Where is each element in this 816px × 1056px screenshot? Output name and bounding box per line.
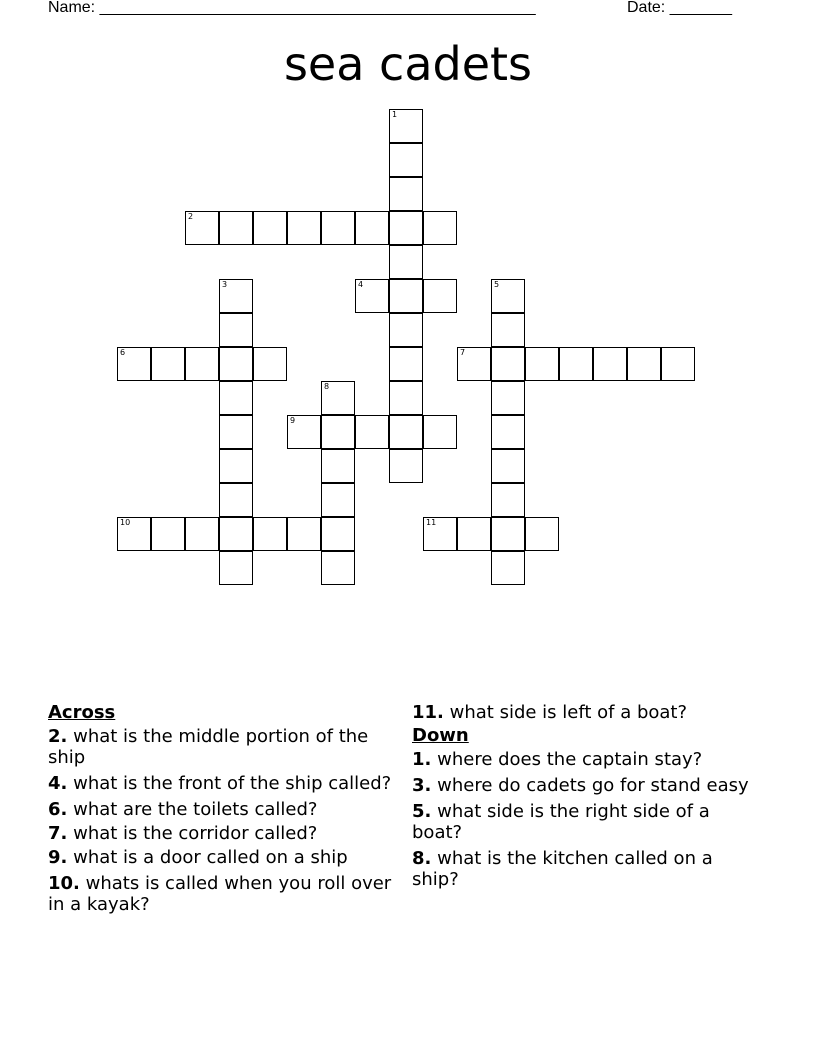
grid-cell[interactable]: [389, 313, 423, 347]
clue-across-7: 7. what is the corridor called?: [48, 823, 318, 844]
grid-cell[interactable]: [491, 449, 525, 483]
cell-number: 2: [188, 212, 194, 221]
grid-cell[interactable]: [423, 517, 457, 551]
clues-left-column: [48, 702, 393, 920]
clue-across-6: 6. what are the toilets called?: [48, 799, 318, 820]
grid-cell[interactable]: [389, 381, 423, 415]
cell-number: 5: [494, 280, 500, 289]
grid-cell[interactable]: [457, 347, 491, 381]
grid-cell[interactable]: [491, 279, 525, 313]
grid-cell[interactable]: [559, 347, 593, 381]
across-heading: Across: [48, 702, 116, 723]
grid-cell[interactable]: [117, 517, 151, 551]
grid-cell[interactable]: [219, 449, 253, 483]
grid-cell[interactable]: [491, 551, 525, 585]
grid-cell[interactable]: [321, 449, 355, 483]
page-title: sea cadets: [283, 37, 533, 91]
grid-cell[interactable]: [219, 381, 253, 415]
grid-cell[interactable]: [491, 313, 525, 347]
cell-number: 4: [358, 280, 364, 289]
grid-cell[interactable]: [253, 517, 287, 551]
grid-cell[interactable]: [423, 415, 457, 449]
grid-cell[interactable]: [389, 177, 423, 211]
cell-number: 11: [426, 518, 437, 527]
grid-cell[interactable]: [321, 483, 355, 517]
grid-cell[interactable]: [185, 517, 219, 551]
grid-cell[interactable]: [219, 279, 253, 313]
grid-cell[interactable]: [185, 211, 219, 245]
grid-cell[interactable]: [219, 483, 253, 517]
grid-cell[interactable]: [389, 449, 423, 483]
grid-cell[interactable]: [321, 211, 355, 245]
grid-cell[interactable]: [321, 517, 355, 551]
grid-cell[interactable]: [287, 517, 321, 551]
cell-number: 10: [120, 518, 131, 527]
cell-number: 9: [290, 416, 296, 425]
cell-number: 8: [324, 382, 330, 391]
grid-cell[interactable]: [117, 347, 151, 381]
grid-cell[interactable]: [389, 245, 423, 279]
grid-cell[interactable]: [219, 551, 253, 585]
grid-cell[interactable]: [253, 211, 287, 245]
clue-down-8: 8. what is the kitchen called on a ship?: [412, 848, 713, 890]
grid-cell[interactable]: [389, 279, 423, 313]
cell-number: 7: [460, 348, 466, 357]
clue-across-10: 10. whats is called when you roll over in a kayak?: [48, 873, 392, 915]
grid-cell[interactable]: [423, 279, 457, 313]
grid-cell[interactable]: [491, 415, 525, 449]
grid-cell[interactable]: [151, 347, 185, 381]
cell-number: 1: [392, 110, 398, 119]
grid-cell[interactable]: [423, 211, 457, 245]
clue-across-4: 4. what is the front of the ship called?: [48, 773, 392, 794]
grid-cell[interactable]: [321, 415, 355, 449]
clue-down-5: 5. what side is the right side of a boat?: [412, 801, 710, 843]
grid-cell[interactable]: [389, 415, 423, 449]
grid-cell[interactable]: [525, 347, 559, 381]
grid-cell[interactable]: [355, 279, 389, 313]
cell-number: 6: [120, 348, 126, 357]
grid-cell[interactable]: [185, 347, 219, 381]
grid-cell[interactable]: [287, 415, 321, 449]
grid-cell[interactable]: [219, 313, 253, 347]
grid-cell[interactable]: [389, 211, 423, 245]
date-field-label: Date: _______: [627, 0, 732, 16]
grid-cell[interactable]: [525, 517, 559, 551]
grid-cell[interactable]: [355, 211, 389, 245]
cell-number: 3: [222, 280, 228, 289]
grid-cell[interactable]: [321, 381, 355, 415]
name-field-label: Name: _________________________________________________: [48, 0, 536, 16]
grid-cell[interactable]: [321, 551, 355, 585]
clue-down-3: 3. where do cadets go for stand easy: [412, 775, 749, 796]
grid-cell[interactable]: [389, 347, 423, 381]
grid-cell[interactable]: [491, 347, 525, 381]
grid-cell[interactable]: [593, 347, 627, 381]
grid-cell[interactable]: [287, 211, 321, 245]
down-heading: Down: [412, 725, 469, 746]
clue-down-1: 1. where does the captain stay?: [412, 749, 703, 770]
grid-cell[interactable]: [219, 347, 253, 381]
clue-across-2: 2. what is the middle portion of the ship: [48, 726, 369, 768]
grid-cell[interactable]: [219, 517, 253, 551]
grid-cell[interactable]: [491, 517, 525, 551]
grid-cell[interactable]: [151, 517, 185, 551]
grid-cell[interactable]: [253, 347, 287, 381]
clue-across-9: 9. what is a door called on a ship: [48, 847, 348, 868]
grid-cell[interactable]: [627, 347, 661, 381]
grid-cell[interactable]: [661, 347, 695, 381]
grid-cell[interactable]: [389, 143, 423, 177]
clues-right-column: [412, 702, 757, 895]
grid-cell[interactable]: [491, 483, 525, 517]
clue-across-11: 11. what side is left of a boat?: [412, 702, 688, 723]
grid-cell[interactable]: [389, 109, 423, 143]
grid-cell[interactable]: [219, 211, 253, 245]
grid-cell[interactable]: [491, 381, 525, 415]
grid-cell[interactable]: [219, 415, 253, 449]
grid-cell[interactable]: [355, 415, 389, 449]
grid-cell[interactable]: [457, 517, 491, 551]
